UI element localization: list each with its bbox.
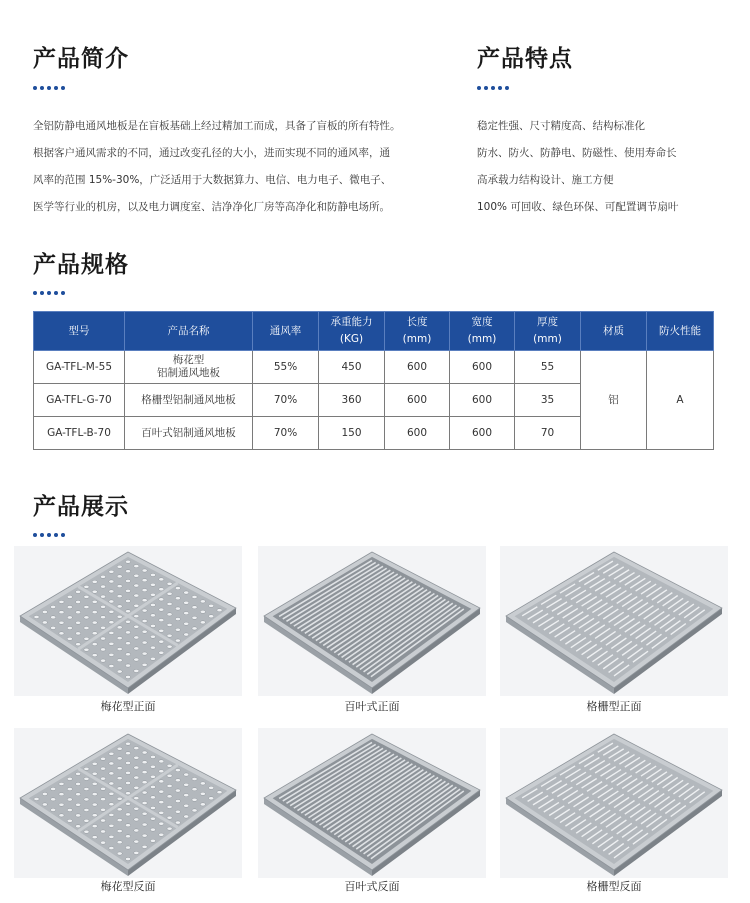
intro-paragraph <box>33 113 401 221</box>
header-length-line2: (mm) <box>402 333 432 345</box>
product-caption: 梅花型正面 <box>100 700 156 713</box>
intro-title: 产品简介 <box>33 46 129 72</box>
header-length-line1: 长度 <box>406 316 428 328</box>
intro-title-dots <box>33 86 68 91</box>
feature-item: 高承载力结构设计、施工方便 <box>477 174 614 186</box>
header-width-line1: 宽度 <box>471 316 493 328</box>
cell-model: GA-TFL-B-70 <box>34 417 125 450</box>
feature-item: 100% 可回收、绿色环保、可配置调节扇叶 <box>477 201 679 213</box>
cell-fire: A <box>647 351 714 450</box>
header-load-line1: 承重能力 <box>330 316 373 328</box>
cell-load: 150 <box>319 417 385 450</box>
header-name: 产品名称 <box>125 312 253 351</box>
product-photo-grille-front <box>500 546 728 696</box>
header-thickness <box>515 312 581 351</box>
cell-thickness: 55 <box>515 351 581 384</box>
cell-load: 360 <box>319 384 385 417</box>
features-title: 产品特点 <box>477 46 573 72</box>
product-photo-louver-back <box>258 728 486 878</box>
cell-model: GA-TFL-G-70 <box>34 384 125 417</box>
product-caption: 百叶式反面 <box>344 880 400 893</box>
cell-thickness: 35 <box>515 384 581 417</box>
specs-title-dots <box>33 291 68 296</box>
cell-name: 格栅型铝制通风地板 <box>125 384 253 417</box>
cell-name-line1: 梅花型 <box>172 354 205 366</box>
specs-title: 产品规格 <box>33 252 129 278</box>
header-fire: 防火性能 <box>647 312 714 351</box>
header-load-line2: (KG) <box>339 333 364 345</box>
features-list <box>477 113 678 221</box>
display-title: 产品展示 <box>33 494 129 520</box>
features-title-dots <box>477 86 512 91</box>
intro-line: 风率的范围 15%-30%，广泛适用于大数据算力、电信、电力电子、微电子、 <box>33 174 392 186</box>
intro-line: 医学等行业的机房，以及电力调度室、洁净净化厂房等高净化和防静电场所。 <box>33 201 390 213</box>
display-title-dots <box>33 533 68 538</box>
cell-ventilation: 70% <box>253 384 319 417</box>
cell-name <box>125 351 253 384</box>
cell-name-line2: 铝制通风地板 <box>157 367 220 379</box>
product-photo-plum-front <box>14 546 242 696</box>
product-photo-louver-front <box>258 546 486 696</box>
header-width <box>450 312 515 351</box>
product-caption: 梅花型反面 <box>100 880 156 893</box>
cell-name: 百叶式铝制通风地板 <box>125 417 253 450</box>
cell-width: 600 <box>450 384 515 417</box>
header-load <box>319 312 385 351</box>
cell-ventilation: 70% <box>253 417 319 450</box>
header-model: 型号 <box>34 312 125 351</box>
cell-ventilation: 55% <box>253 351 319 384</box>
product-caption: 格栅型反面 <box>586 880 642 893</box>
product-photo-plum-back <box>14 728 242 878</box>
cell-thickness: 70 <box>515 417 581 450</box>
cell-material: 铝 <box>581 351 647 450</box>
header-material: 材质 <box>581 312 647 351</box>
header-ventilation: 通风率 <box>253 312 319 351</box>
cell-length: 600 <box>385 384 450 417</box>
spec-table-header <box>34 312 714 351</box>
intro-line: 全铝防静电通风地板是在盲板基础上经过精加工而成，具备了盲板的所有特性。 <box>33 120 401 132</box>
product-caption: 格栅型正面 <box>586 700 642 713</box>
table-row <box>34 351 714 384</box>
cell-width: 600 <box>450 351 515 384</box>
product-photo-grille-back <box>500 728 728 878</box>
spec-table <box>33 311 714 450</box>
cell-length: 600 <box>385 351 450 384</box>
feature-item: 防水、防火、防静电、防磁性、使用寿命长 <box>477 147 677 159</box>
header-thickness-line1: 厚度 <box>537 316 558 328</box>
cell-model: GA-TFL-M-55 <box>34 351 125 384</box>
header-length <box>385 312 450 351</box>
cell-width: 600 <box>450 417 515 450</box>
header-thickness-line2: (mm) <box>533 333 562 345</box>
intro-line: 根据客户通风需求的不同，通过改变孔径的大小，进而实现不同的通风率，通 <box>33 147 390 159</box>
header-width-line2: (mm) <box>467 333 497 345</box>
cell-load: 450 <box>319 351 385 384</box>
cell-length: 600 <box>385 417 450 450</box>
product-caption: 百叶式正面 <box>344 700 400 713</box>
feature-item: 稳定性强、尺寸精度高、结构标准化 <box>477 120 645 132</box>
